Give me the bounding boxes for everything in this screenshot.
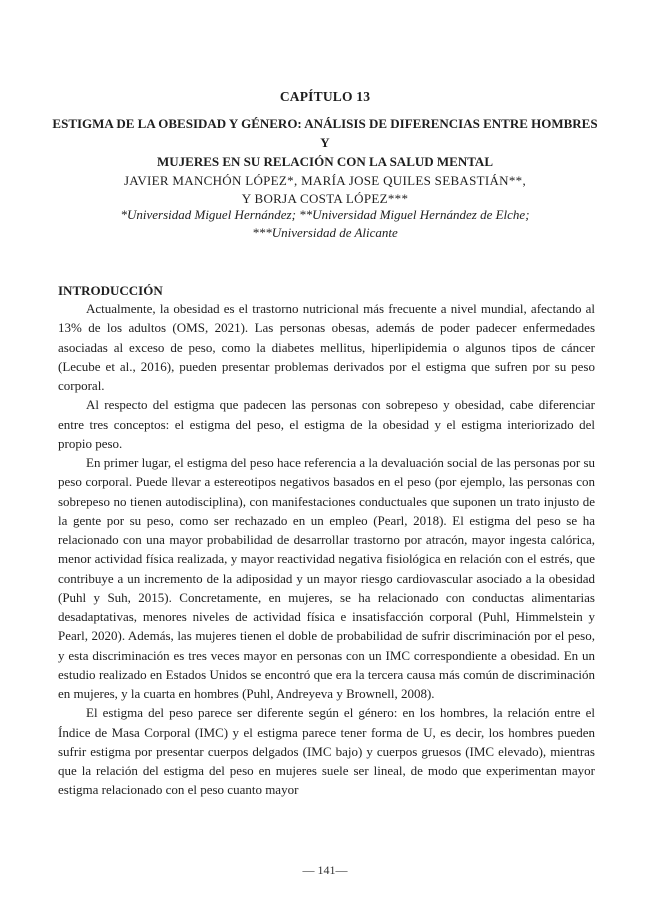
paragraph: En primer lugar, el estigma del peso hace referencia a la devaluación social de las personas por su peso corporal. Puede llevar a estereotipos negativos basados en el peso (por ejemplo, las personas con sobrepeso no tienen autodisciplina), con manifestaciones conductuales que suponen un trato injusto de la gente por su peso, como ser rechazado en un empleo (Pearl, 2018). El estigma del peso se ha relacionado con una mayor probabilidad de desarrollar trastorno por atracón, mayor ingesta calórica, menor actividad física realizada, y mayor reactividad negativa fisiológica en relación con el estrés, que contribuye a un incremento de la adiposidad y un mayor riesgo cardiovascular asociado a la obesidad (Puhl y Suh, 2015). Concretamente, en mujeres, se ha relacionado con conductas alimentarias desadaptativas, menores niveles de actividad física e insatisfacción corporal (Puhl, Himmelstein y Pearl, 2020). Además, las mujeres tienen el doble de probabilidad de sufrir discriminación por el peso, y esta discriminación es tres veces mayor en personas con un IMC correspondiente a obesidad. En un estudio realizado en Estados Unidos se encontró que era la tercera causa más común de discriminación en mujeres, y la cuarta en hombres (Puhl, Andreyeva y Brownell, 2008). (58, 455, 595, 701)
affiliation-line: ***Universidad de Alicante (252, 224, 398, 240)
chapter-title (52, 114, 598, 171)
author-list (0, 172, 650, 207)
paragraph: Actualmente, la obesidad es el trastorno nutricional más frecuente a nivel mundial, afectando al 13% de los adultos (OMS, 2021). Las personas obesas, además de poder padecer enfermedades asociadas al exceso de peso, como la diabetes mellitus, hiperlipidemia o algunos tipos de cáncer (Lecube et al., 2016), pueden presentar problemas derivados por el estigma que sufren por su peso corporal. (58, 301, 595, 393)
section-heading: INTRODUCCIÓN (58, 283, 163, 298)
paragraph: Al respecto del estigma que padecen las personas con sobrepeso y obesidad, cabe diferenciar entre tres conceptos: el estigma del peso, el estigma de la obesidad y el estigma interiorizado del propio peso. (58, 397, 595, 451)
author-line: JAVIER MANCHÓN LÓPEZ*, MARÍA JOSE QUILES SEBASTIÁN**, (123, 173, 527, 188)
affiliation-line: *Universidad Miguel Hernández; **Universidad Miguel Hernández de Elche; (120, 207, 530, 222)
chapter-title-line: ESTIGMA DE LA OBESIDAD Y GÉNERO: ANÁLISIS DE DIFERENCIAS ENTRE HOMBRES Y (52, 116, 598, 150)
section-body (58, 299, 595, 800)
affiliations (0, 206, 650, 241)
chapter-label: CAPÍTULO 13 (279, 89, 371, 104)
page-number: — 141— (302, 863, 348, 877)
chapter-title-line: MUJERES EN SU RELACIÓN CON LA SALUD MENTAL (156, 154, 493, 169)
paragraph: El estigma del peso parece ser diferente según el género: en los hombres, la relación entre el Índice de Masa Corporal (IMC) y el estigma parece tener forma de U, es decir, los hombres pueden sufrir estigma por presentar cuerpos delgados (IMC bajo) y cuerpos gruesos (IMC elevado), mientras que la relación del estigma del peso en mujeres suele ser lineal, de modo que experimentan mayor estigma relacionado con el peso cuanto mayor (58, 705, 595, 798)
author-line: Y BORJA COSTA LÓPEZ*** (241, 190, 409, 206)
